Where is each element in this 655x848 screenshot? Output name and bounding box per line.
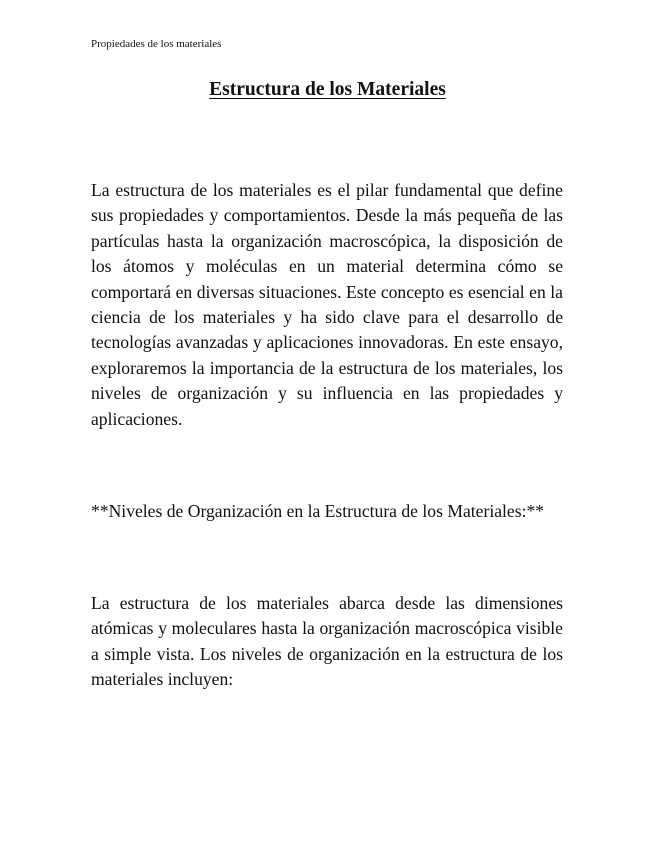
running-header: Propiedades de los materiales <box>91 38 222 50</box>
document-title: Estructura de los Materiales <box>209 79 446 100</box>
section-heading-paragraph: **Niveles de Organización en la Estructura de los Materiales:** <box>91 501 545 521</box>
intro-paragraph: La estructura de los materiales es el pilar fundamental que define sus propiedades y comportamientos. Desde la más pequeña de las partículas hasta la organización macroscópica, la disposición de los átomos y moléculas en un material determina cómo se comportará en diversas situaciones. Este concepto es esencial en la ciencia de los materiales y ha sido clave para el desarrollo de tecnologías avanzadas y aplicaciones innovadoras. En este ensayo, exploraremos la importancia de la estructura de los materiales, los niveles de organización y su influencia en las propiedades y aplicaciones. <box>91 180 563 429</box>
levels-paragraph: La estructura de los materiales abarca desde las dimensiones atómicas y moleculares hasta la organización macroscópica visible a simple vista. Los niveles de organización en la estructura de los materiales incluyen: <box>91 593 563 690</box>
